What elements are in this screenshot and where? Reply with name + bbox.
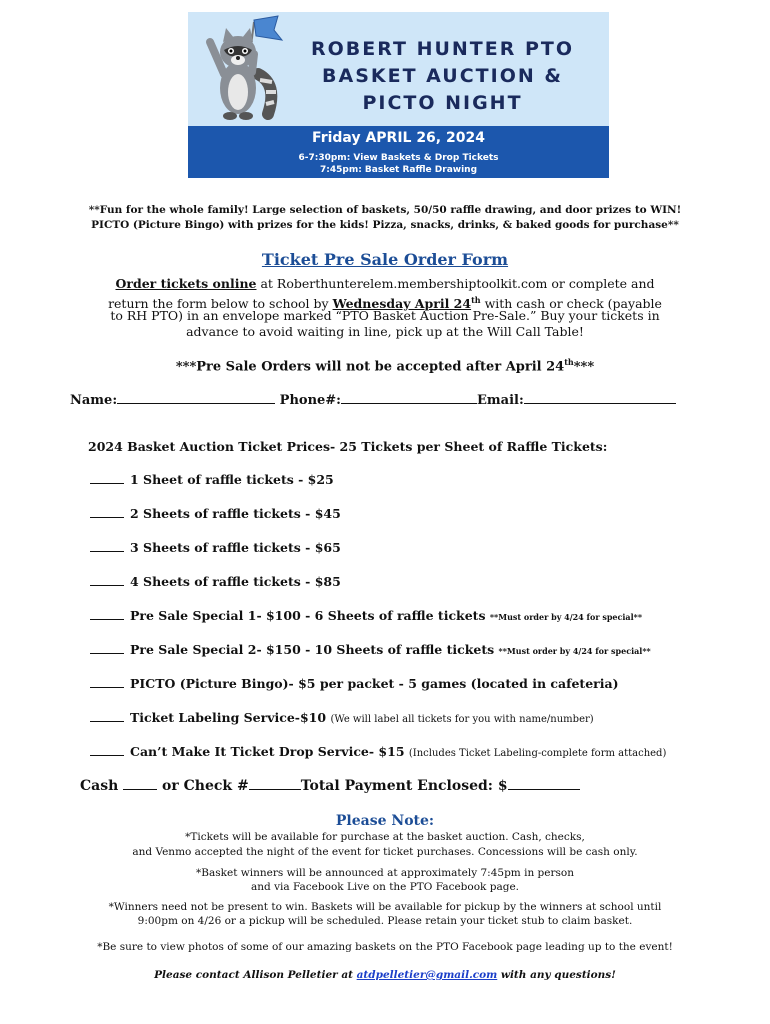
quantity-blank[interactable] bbox=[90, 574, 124, 586]
option-label: Pre Sale Special 1- $100 - 6 Sheets of raffle tickets bbox=[130, 608, 486, 623]
option-3-sheets[interactable] bbox=[90, 540, 341, 555]
note-4: *Be sure to view photos of some of our amazing baskets on the PTO Facebook page leading up to the event! bbox=[97, 941, 673, 953]
quantity-blank[interactable] bbox=[90, 676, 124, 688]
quantity-blank[interactable] bbox=[90, 608, 124, 620]
event-banner bbox=[188, 12, 609, 178]
banner-title-line1: ROBERT HUNTER PTO bbox=[310, 38, 575, 60]
check-label: or Check # bbox=[162, 778, 249, 794]
option-label: Ticket Labeling Service-$10 bbox=[130, 710, 327, 725]
quantity-blank[interactable] bbox=[90, 710, 124, 722]
intro-line-1: **Fun for the whole family! Large selection of baskets, 50/50 raffle drawing, and door prizes to WIN! bbox=[88, 204, 682, 216]
option-presale-special-2[interactable] bbox=[90, 642, 651, 657]
contact-text-pre: Please contact Allison Pelletier at bbox=[154, 969, 357, 981]
notes-heading: Please Note: bbox=[335, 813, 435, 829]
check-number-field[interactable] bbox=[249, 777, 301, 790]
total-label: Total Payment Enclosed: $ bbox=[300, 778, 508, 794]
order-line-3: to RH PTO) in an envelope marked “PTO Basket Auction Pre-Sale.” Buy your tickets in bbox=[110, 308, 660, 323]
quantity-blank[interactable] bbox=[90, 506, 124, 518]
form-title: Ticket Pre Sale Order Form bbox=[261, 250, 509, 269]
phone-field[interactable] bbox=[341, 391, 477, 404]
order-line-4: advance to avoid waiting in line, pick up at the Will Call Table! bbox=[186, 324, 584, 339]
option-presale-special-1[interactable] bbox=[90, 608, 642, 623]
contact-email-link[interactable]: atdpelletier@gmail.com bbox=[356, 969, 498, 981]
warning-suffix: th bbox=[564, 357, 574, 367]
cash-label: Cash bbox=[80, 778, 119, 794]
option-ticket-drop[interactable] bbox=[90, 744, 666, 759]
order-online-link[interactable]: Order tickets online bbox=[115, 276, 257, 291]
cash-field[interactable] bbox=[123, 777, 157, 790]
note-1a: *Tickets will be available for purchase at the basket auction. Cash, checks, bbox=[185, 831, 585, 843]
option-label: PICTO (Picture Bingo)- $5 per packet - 5 games (located in cafeteria) bbox=[130, 676, 619, 691]
option-label: 1 Sheet of raffle tickets - $25 bbox=[130, 472, 334, 487]
raccoon-mascot-icon bbox=[196, 14, 286, 126]
contact-fields-row bbox=[70, 391, 676, 408]
option-picto[interactable] bbox=[90, 676, 619, 691]
option-note: (Includes Ticket Labeling-complete form attached) bbox=[408, 748, 667, 759]
option-label: 3 Sheets of raffle tickets - $65 bbox=[130, 540, 341, 555]
option-2-sheets[interactable] bbox=[90, 506, 341, 521]
intro-line-2: PICTO (Picture Bingo) with prizes for the kids! Pizza, snacks, drinks, & baked goods for purchase** bbox=[91, 219, 679, 231]
option-ticket-labeling[interactable] bbox=[90, 710, 594, 725]
option-4-sheets[interactable] bbox=[90, 574, 341, 589]
schedule-drawing: 7:45pm: Basket Raffle Drawing bbox=[319, 165, 478, 175]
option-label: 4 Sheets of raffle tickets - $85 bbox=[130, 574, 341, 589]
quantity-blank[interactable] bbox=[90, 642, 124, 654]
option-label: 2 Sheets of raffle tickets - $45 bbox=[130, 506, 341, 521]
order-text-1: at Roberthunterelem.membershiptoolkit.com or complete and bbox=[256, 276, 655, 291]
phone-label: Phone#: bbox=[279, 393, 341, 408]
contact-text-post: with any questions! bbox=[497, 969, 616, 981]
deadline-date: Wednesday April 24 bbox=[332, 296, 472, 312]
note-2b: and via Facebook Live on the PTO Facebook page. bbox=[251, 881, 519, 893]
option-note: **Must order by 4/24 for special** bbox=[489, 612, 642, 622]
option-note: **Must order by 4/24 for special** bbox=[498, 646, 651, 656]
name-label: Name: bbox=[70, 393, 118, 408]
order-line-1 bbox=[0, 276, 770, 292]
note-3a: *Winners need not be present to win. Baskets will be available for pickup by the winners at school until bbox=[108, 901, 662, 913]
order-text-2b: with cash or check (payable bbox=[480, 296, 662, 312]
option-note: (We will label all tickets for you with name/number) bbox=[330, 714, 594, 725]
note-3b: 9:00pm on 4/26 or a pickup will be scheduled. Please retain your ticket stub to claim basket. bbox=[137, 915, 633, 927]
banner-title-line3: PICTO NIGHT bbox=[362, 92, 523, 114]
presale-deadline-warning bbox=[0, 357, 770, 374]
order-text-2a: return the form below to school by bbox=[108, 296, 333, 312]
schedule-viewing: 6-7:30pm: View Baskets & Drop Tickets bbox=[298, 153, 499, 163]
note-2a: *Basket winners will be announced at approximately 7:45pm in person bbox=[196, 867, 574, 879]
deadline-suffix: th bbox=[471, 295, 481, 305]
quantity-blank[interactable] bbox=[90, 540, 124, 552]
quantity-blank[interactable] bbox=[90, 744, 124, 756]
email-label: Email: bbox=[476, 393, 524, 408]
warning-text: ***Pre Sale Orders will not be accepted after April 24 bbox=[175, 359, 565, 375]
quantity-blank[interactable] bbox=[90, 472, 124, 484]
contact-line bbox=[0, 969, 770, 981]
option-label: Pre Sale Special 2- $150 - 10 Sheets of raffle tickets bbox=[130, 642, 495, 657]
warning-tail: *** bbox=[573, 359, 595, 375]
option-1-sheet[interactable] bbox=[90, 472, 334, 487]
payment-row bbox=[80, 777, 580, 794]
option-label: Can’t Make It Ticket Drop Service- $15 bbox=[130, 744, 405, 759]
banner-title-line2: BASKET AUCTION & bbox=[322, 65, 563, 87]
note-1b: and Venmo accepted the night of the event for ticket purchases. Concessions will be cash only. bbox=[132, 846, 638, 858]
prices-header: 2024 Basket Auction Ticket Prices- 25 Tickets per Sheet of Raffle Tickets: bbox=[88, 439, 608, 454]
event-date: Friday APRIL 26, 2024 bbox=[312, 130, 485, 146]
name-field[interactable] bbox=[117, 391, 275, 404]
total-field[interactable] bbox=[508, 777, 580, 790]
email-field[interactable] bbox=[524, 391, 676, 404]
